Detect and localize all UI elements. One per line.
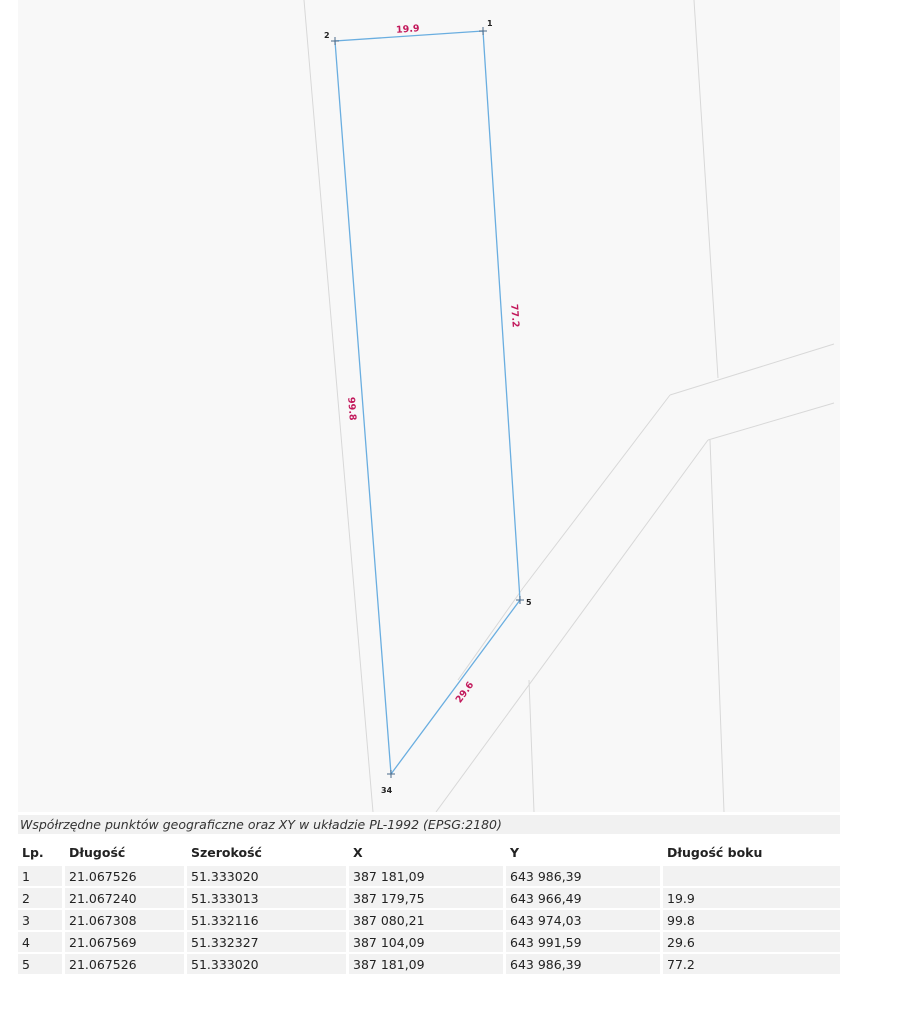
vertex-marker-2 [331, 37, 339, 45]
cell-side-length: 29.6 [660, 932, 840, 952]
header-latitude: Szerokość [184, 840, 346, 864]
cell-x: 387 080,21 [346, 910, 503, 930]
vertex-label-2: 2 [324, 31, 330, 40]
cell-side-length [660, 866, 840, 886]
edge-label-2-3: 99.8 [345, 396, 358, 421]
vertex-markers [331, 27, 524, 778]
cell-latitude: 51.333020 [184, 954, 346, 974]
cell-x: 387 181,09 [346, 866, 503, 886]
parcel-map [18, 0, 840, 812]
table-row [18, 866, 840, 886]
table-header-row [18, 840, 840, 864]
cell-y: 643 966,49 [503, 888, 660, 908]
cell-lp: 2 [18, 888, 62, 908]
cell-y: 643 986,39 [503, 866, 660, 886]
cell-side-length: 99.8 [660, 910, 840, 930]
cell-side-length: 19.9 [660, 888, 840, 908]
edge-label-5-1: 77.2 [508, 303, 521, 328]
cell-longitude: 21.067569 [62, 932, 184, 952]
cell-latitude: 51.333013 [184, 888, 346, 908]
cell-lp: 4 [18, 932, 62, 952]
cell-x: 387 181,09 [346, 954, 503, 974]
table-row [18, 888, 840, 908]
cell-latitude: 51.332327 [184, 932, 346, 952]
coordinates-table [18, 838, 840, 976]
edge-label-1-2: 19.9 [395, 23, 420, 36]
map-canvas [18, 0, 840, 812]
cell-lp: 1 [18, 866, 62, 886]
header-y: Y [503, 840, 660, 864]
background-parcel-lines [304, 0, 834, 812]
coordinates-caption: Współrzędne punktów geograficzne oraz XY w układzie PL-1992 (EPSG:2180) [18, 815, 840, 834]
parcel-boundary [335, 31, 520, 774]
header-longitude: Długość [62, 840, 184, 864]
table-row [18, 954, 840, 974]
vertex-label-1: 1 [487, 19, 493, 28]
cell-longitude: 21.067240 [62, 888, 184, 908]
cell-latitude: 51.333020 [184, 866, 346, 886]
cell-lp: 3 [18, 910, 62, 930]
table-row [18, 932, 840, 952]
header-x: X [346, 840, 503, 864]
vertex-marker-1 [479, 27, 487, 35]
cell-lp: 5 [18, 954, 62, 974]
header-lp: Lp. [18, 840, 62, 864]
header-side-length: Długość boku [660, 840, 840, 864]
cell-longitude: 21.067308 [62, 910, 184, 930]
cell-longitude: 21.067526 [62, 954, 184, 974]
vertex-label-5: 5 [526, 598, 532, 607]
cell-x: 387 179,75 [346, 888, 503, 908]
cell-y: 643 974,03 [503, 910, 660, 930]
cell-x: 387 104,09 [346, 932, 503, 952]
cell-y: 643 991,59 [503, 932, 660, 952]
vertex-label-34: 34 [381, 786, 393, 795]
cell-side-length: 77.2 [660, 954, 840, 974]
cell-longitude: 21.067526 [62, 866, 184, 886]
cell-latitude: 51.332116 [184, 910, 346, 930]
cell-y: 643 986,39 [503, 954, 660, 974]
edge-label-4-5: 29.6 [453, 679, 477, 706]
table-row [18, 910, 840, 930]
